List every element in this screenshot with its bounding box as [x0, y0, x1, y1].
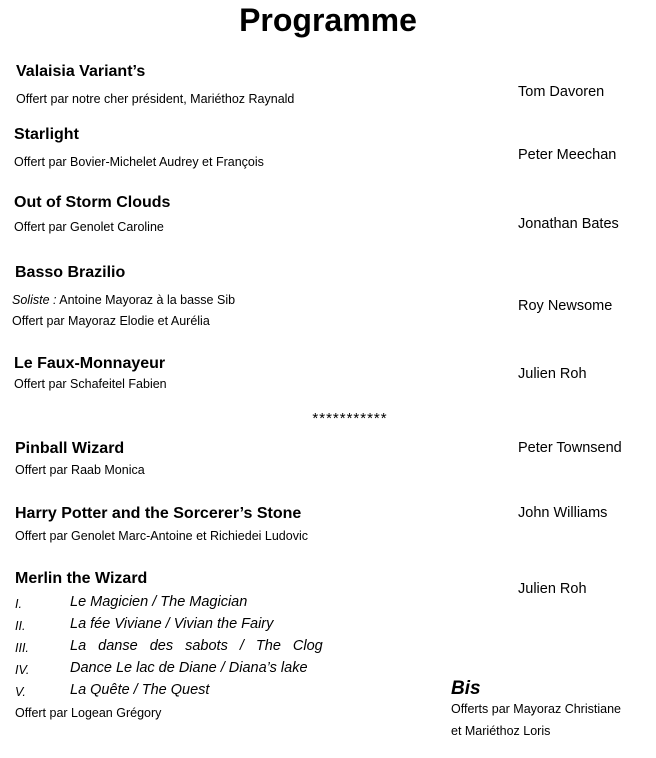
movement-number: V. — [15, 685, 26, 699]
piece-title: Out of Storm Clouds — [14, 194, 171, 211]
piece-title: Basso Brazilio — [15, 264, 126, 281]
soloist-name: Antoine Mayoraz à la basse Sib — [56, 293, 236, 307]
movement-number: II. — [15, 619, 26, 633]
piece-sponsor: Offert par notre cher président, Mariéthoz Raynald — [16, 92, 295, 106]
soloist-line — [12, 293, 235, 307]
piece-title: Pinball Wizard — [15, 440, 125, 457]
piece-sponsor: Offert par Bovier-Michelet Audrey et François — [14, 155, 264, 169]
page-title: Programme — [239, 2, 417, 38]
piece-sponsor: Offert par Raab Monica — [15, 463, 145, 477]
piece-composer: Peter Townsend — [518, 440, 622, 456]
piece-composer: Julien Roh — [518, 581, 587, 597]
piece-composer: Peter Meechan — [518, 147, 617, 163]
piece-composer: Julien Roh — [518, 366, 587, 382]
soloist-label: Soliste : — [12, 293, 57, 307]
piece-sponsor: Offert par Genolet Caroline — [14, 220, 164, 234]
piece-sponsor: Offert par Schafeitel Fabien — [14, 377, 167, 391]
movement-title: La danse des sabots / The Clog — [70, 638, 323, 654]
piece-title: Merlin the Wizard — [15, 570, 148, 587]
movement-number: I. — [15, 597, 22, 611]
piece-title: Valaisia Variant’s — [16, 63, 146, 80]
piece-composer: Tom Davoren — [518, 84, 605, 100]
piece-title: Le Faux-Monnayeur — [14, 355, 166, 372]
piece-composer: Jonathan Bates — [518, 216, 619, 232]
piece-title: Harry Potter and the Sorcerer’s Stone — [15, 505, 302, 522]
encore-sponsor-line-1: Offerts par Mayoraz Christiane — [451, 702, 621, 716]
movement-title: Dance Le lac de Diane / Diana’s lake — [70, 660, 308, 676]
encore-sponsor-line-2: et Mariéthoz Loris — [451, 724, 551, 738]
movement-title: La Quête / The Quest — [70, 682, 210, 698]
intermission-separator: *********** — [312, 410, 388, 427]
piece-sponsor: Offert par Genolet Marc-Antoine et Richiedei Ludovic — [15, 529, 308, 543]
movement-title: Le Magicien / The Magician — [70, 594, 248, 610]
piece-sponsor: Offert par Logean Grégory — [15, 706, 162, 720]
piece-title: Starlight — [14, 126, 79, 143]
movement-title: La fée Viviane / Vivian the Fairy — [70, 616, 274, 632]
piece-sponsor: Offert par Mayoraz Elodie et Aurélia — [12, 314, 210, 328]
piece-composer: John Williams — [518, 505, 608, 521]
encore-title: Bis — [451, 678, 481, 699]
movement-number: III. — [15, 641, 29, 655]
movement-number: IV. — [15, 663, 30, 677]
piece-composer: Roy Newsome — [518, 298, 613, 314]
